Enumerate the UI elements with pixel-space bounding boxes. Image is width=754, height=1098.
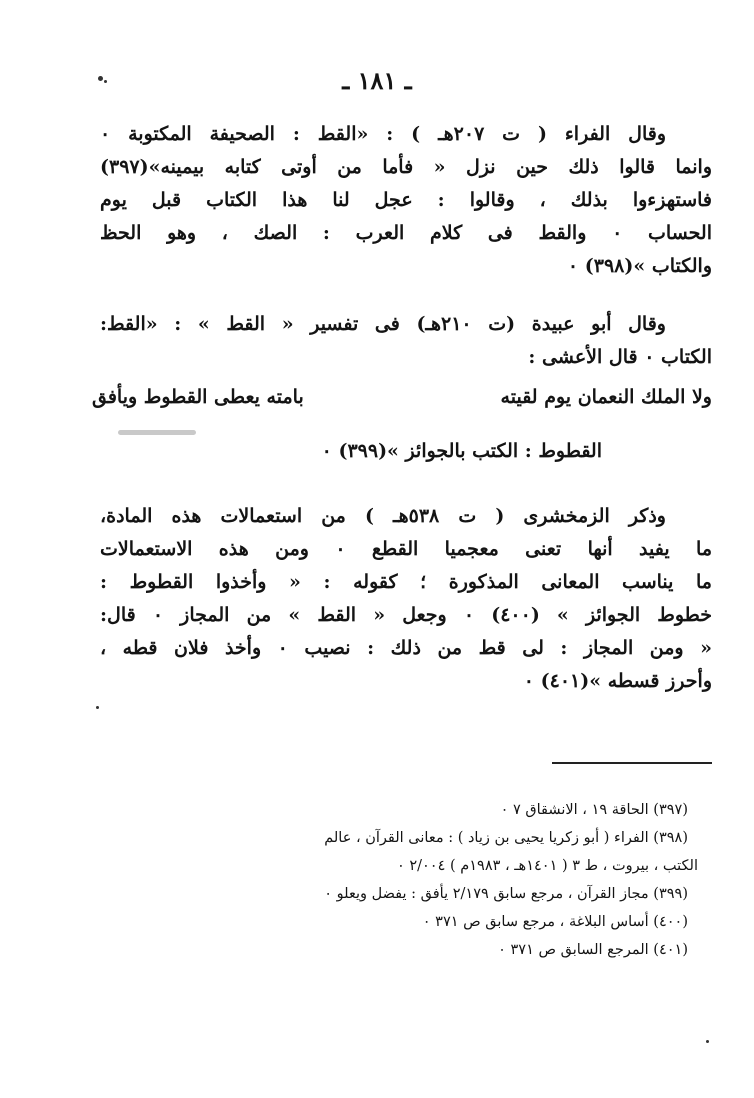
paragraph-qutut-definition: القطوط : الكتب بالجوائز »(٣٩٩) ٠ bbox=[321, 440, 602, 462]
paragraph-line: والكتاب »(٣٩٨) ٠ bbox=[567, 255, 712, 277]
paragraph-line: ما يفيد أنها تعنى معجميا القطع ٠ ومن هذه الاستعمالات bbox=[100, 538, 712, 560]
footnotes bbox=[172, 796, 712, 964]
page-number: ـ ١٨١ ـ bbox=[342, 66, 412, 95]
paragraph-line: وقال أبو عبيدة (ت ٢١٠هـ) فى تفسير « القط » : «القط: bbox=[100, 313, 666, 335]
paragraph-line: الحساب ٠ والقط فى كلام العرب : الصك ، وهو الحظ bbox=[100, 222, 712, 244]
poetry-verse bbox=[92, 386, 712, 420]
paragraph-abu-ubayda bbox=[100, 308, 712, 374]
paragraph-line: فاستهزءوا بذلك ، وقالوا : عجل لنا هذا الكتاب قبل يوم bbox=[100, 189, 712, 211]
paragraph-line: وانما قالوا ذلك حين نزل « فأما من أوتى كتابه بيمينه»(٣٩٧) bbox=[100, 156, 712, 178]
paragraph-line: وأحرز قسطه »(٤٠١) ٠ bbox=[523, 670, 712, 692]
paragraph-zamakhshari bbox=[100, 500, 712, 698]
paragraph-line: « ومن المجاز : لى قط من ذلك : نصيب ٠ وأخذ فلان قطه ، bbox=[100, 637, 712, 659]
paragraph-farra bbox=[100, 118, 712, 283]
ink-smudge bbox=[118, 430, 196, 435]
scan-speck bbox=[104, 80, 107, 83]
scan-speck bbox=[98, 76, 103, 81]
paragraph-line: الكتاب ٠ قال الأعشى : bbox=[528, 346, 712, 368]
footnote-item: (٣٩٩) مجاز القرآن ، مرجع سابق ٢/١٧٩ يأفق : يفضل ويعلو ٠ bbox=[324, 886, 688, 902]
scan-speck bbox=[96, 706, 99, 709]
footnote-item: الكتب ، بيروت ، ط ٣ ( ١٤٠١هـ ، ١٩٨٣م ) ٢/٠٠٤ ٠ bbox=[396, 858, 698, 874]
paragraph-line: وذكر الزمخشرى ( ت ٥٣٨هـ ) من استعمالات هذه المادة، bbox=[100, 505, 666, 527]
paragraph-line: ما يناسب المعانى المذكورة ؛ كقوله : « وأخذوا القطوط : bbox=[100, 571, 712, 593]
verse-first-hemistich: ولا الملك النعمان يوم لقيته bbox=[500, 386, 712, 408]
footnote-item: (٣٩٧) الحاقة ١٩ ، الانشقاق ٧ ٠ bbox=[500, 802, 688, 818]
footnote-item: (٤٠٠) أساس البلاغة ، مرجع سابق ص ٣٧١ ٠ bbox=[422, 914, 688, 930]
verse-second-hemistich: بامته يعطى القطوط ويأفق bbox=[92, 386, 304, 408]
paragraph-line: وقال الفراء ( ت ٢٠٧هـ ) : «القط : الصحيفة المكتوبة ٠ bbox=[100, 123, 667, 145]
footnote-separator bbox=[552, 762, 712, 764]
paragraph-line: خطوط الجوائز » (٤٠٠) ٠ وجعل « القط » من المجاز ٠ قال: bbox=[100, 604, 712, 626]
scan-speck bbox=[706, 1040, 709, 1043]
footnote-item: (٤٠١) المرجع السابق ص ٣٧١ ٠ bbox=[498, 942, 688, 958]
footnote-item: (٣٩٨) الفراء ( أبو زكريا يحيى بن زياد ) : معانى القرآن ، عالم bbox=[324, 830, 688, 846]
